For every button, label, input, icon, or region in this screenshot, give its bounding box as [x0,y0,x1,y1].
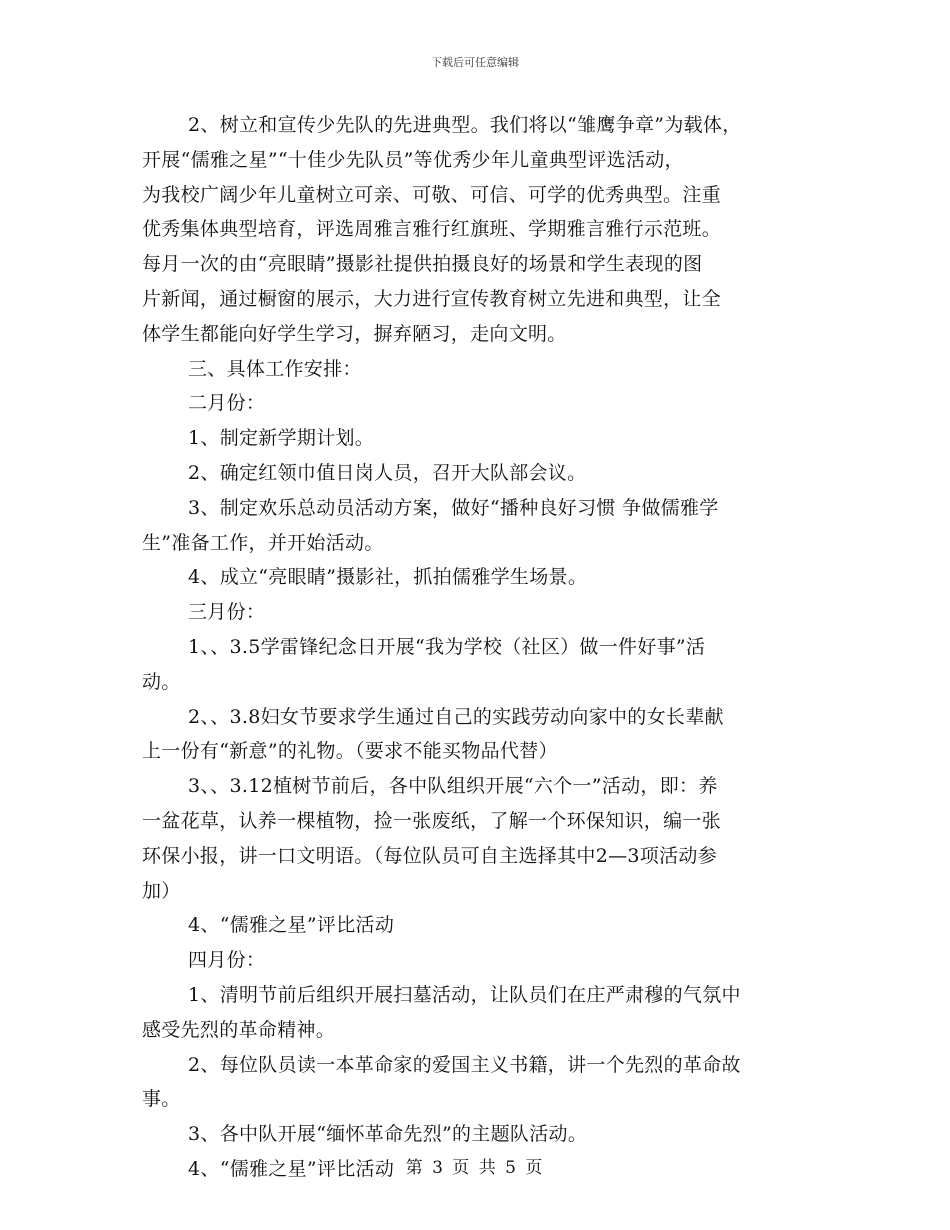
month-heading: 四月份： [188,949,266,972]
list-item-continuation: 动。 [142,670,181,693]
list-item: 3、、3.12植树节前后，各中队组织开展“六个一”活动，即：养 [188,775,718,798]
list-item: 1、制定新学期计划。 [188,427,375,450]
paragraph-line: 优秀集体典型培育，评选周雅言雅行红旗班、学期雅言雅行示范班。 [142,218,722,241]
paragraph-line: 开展“儒雅之星”“十佳少先队员”等优秀少年儿童典型评选活动， [142,148,684,171]
page-header: 下载后可任意编辑 [431,56,519,69]
list-item: 4、“儒雅之星”评比活动 [188,914,395,937]
document-body [142,108,822,1187]
list-item-continuation: 事。 [142,1088,181,1111]
list-item-continuation: 环保小报，讲一口文明语。（每位队员可自主选择其中2—3项活动参 [142,844,717,867]
section-heading: 三、具体工作安排： [188,357,362,380]
paragraph-line: 片新闻，通过橱窗的展示，大力进行宣传教育树立先进和典型，让全 [142,287,722,310]
list-item-continuation: 生”准备工作，并开始活动。 [142,531,384,554]
list-item: 2、确定红领巾值日岗人员，召开大队部会议。 [188,461,587,484]
page-number: 第 3 页 共 5 页 [405,1158,545,1178]
list-item-continuation: 一盆花草，认养一棵植物，捡一张废纸，了解一个环保知识，编一张 [142,809,722,832]
list-item: 2、、3.8妇女节要求学生通过自己的实践劳动向家中的女长辈献 [188,705,724,728]
list-item: 2、每位队员读一本革命家的爱国主义书籍，讲一个先烈的革命故 [188,1053,741,1076]
list-item: 4、“儒雅之星”评比活动 [188,1157,395,1180]
list-item: 1、清明节前后组织开展扫墓活动，让队员们在庄严肃穆的气氛中 [188,983,741,1006]
paragraph-line: 为我校广阔少年儿童树立可亲、可敬、可信、可学的优秀典型。注重 [142,183,722,206]
list-item: 3、各中队开展“缅怀革命先烈”的主题队活动。 [188,1123,588,1146]
month-heading: 二月份： [188,392,266,415]
list-item: 1、、3.5学雷锋纪念日开展“我为学校（社区）做一件好事”活 [188,635,706,658]
paragraph-line: 体学生都能向好学生学习，摒弃陋习，走向文明。 [142,322,567,345]
month-heading: 三月份： [188,601,266,624]
paragraph-line: 2、树立和宣传少先队的先进典型。我们将以“雏鹰争章”为载体， [188,114,742,136]
list-item: 4、成立“亮眼睛”摄影社，抓拍儒雅学生场景。 [188,566,588,589]
list-item-continuation: 感受先烈的革命精神。 [142,1018,336,1041]
list-item-continuation: 加） [142,879,181,902]
list-item-continuation: 上一份有“新意”的礼物。（要求不能买物品代替） [142,740,558,763]
list-item: 3、制定欢乐总动员活动方案，做好“播种良好习惯 争做儒雅学 [188,496,719,519]
paragraph-line: 每月一次的由“亮眼睛”摄影社提供拍摄良好的场景和学生表现的图 [142,253,703,276]
